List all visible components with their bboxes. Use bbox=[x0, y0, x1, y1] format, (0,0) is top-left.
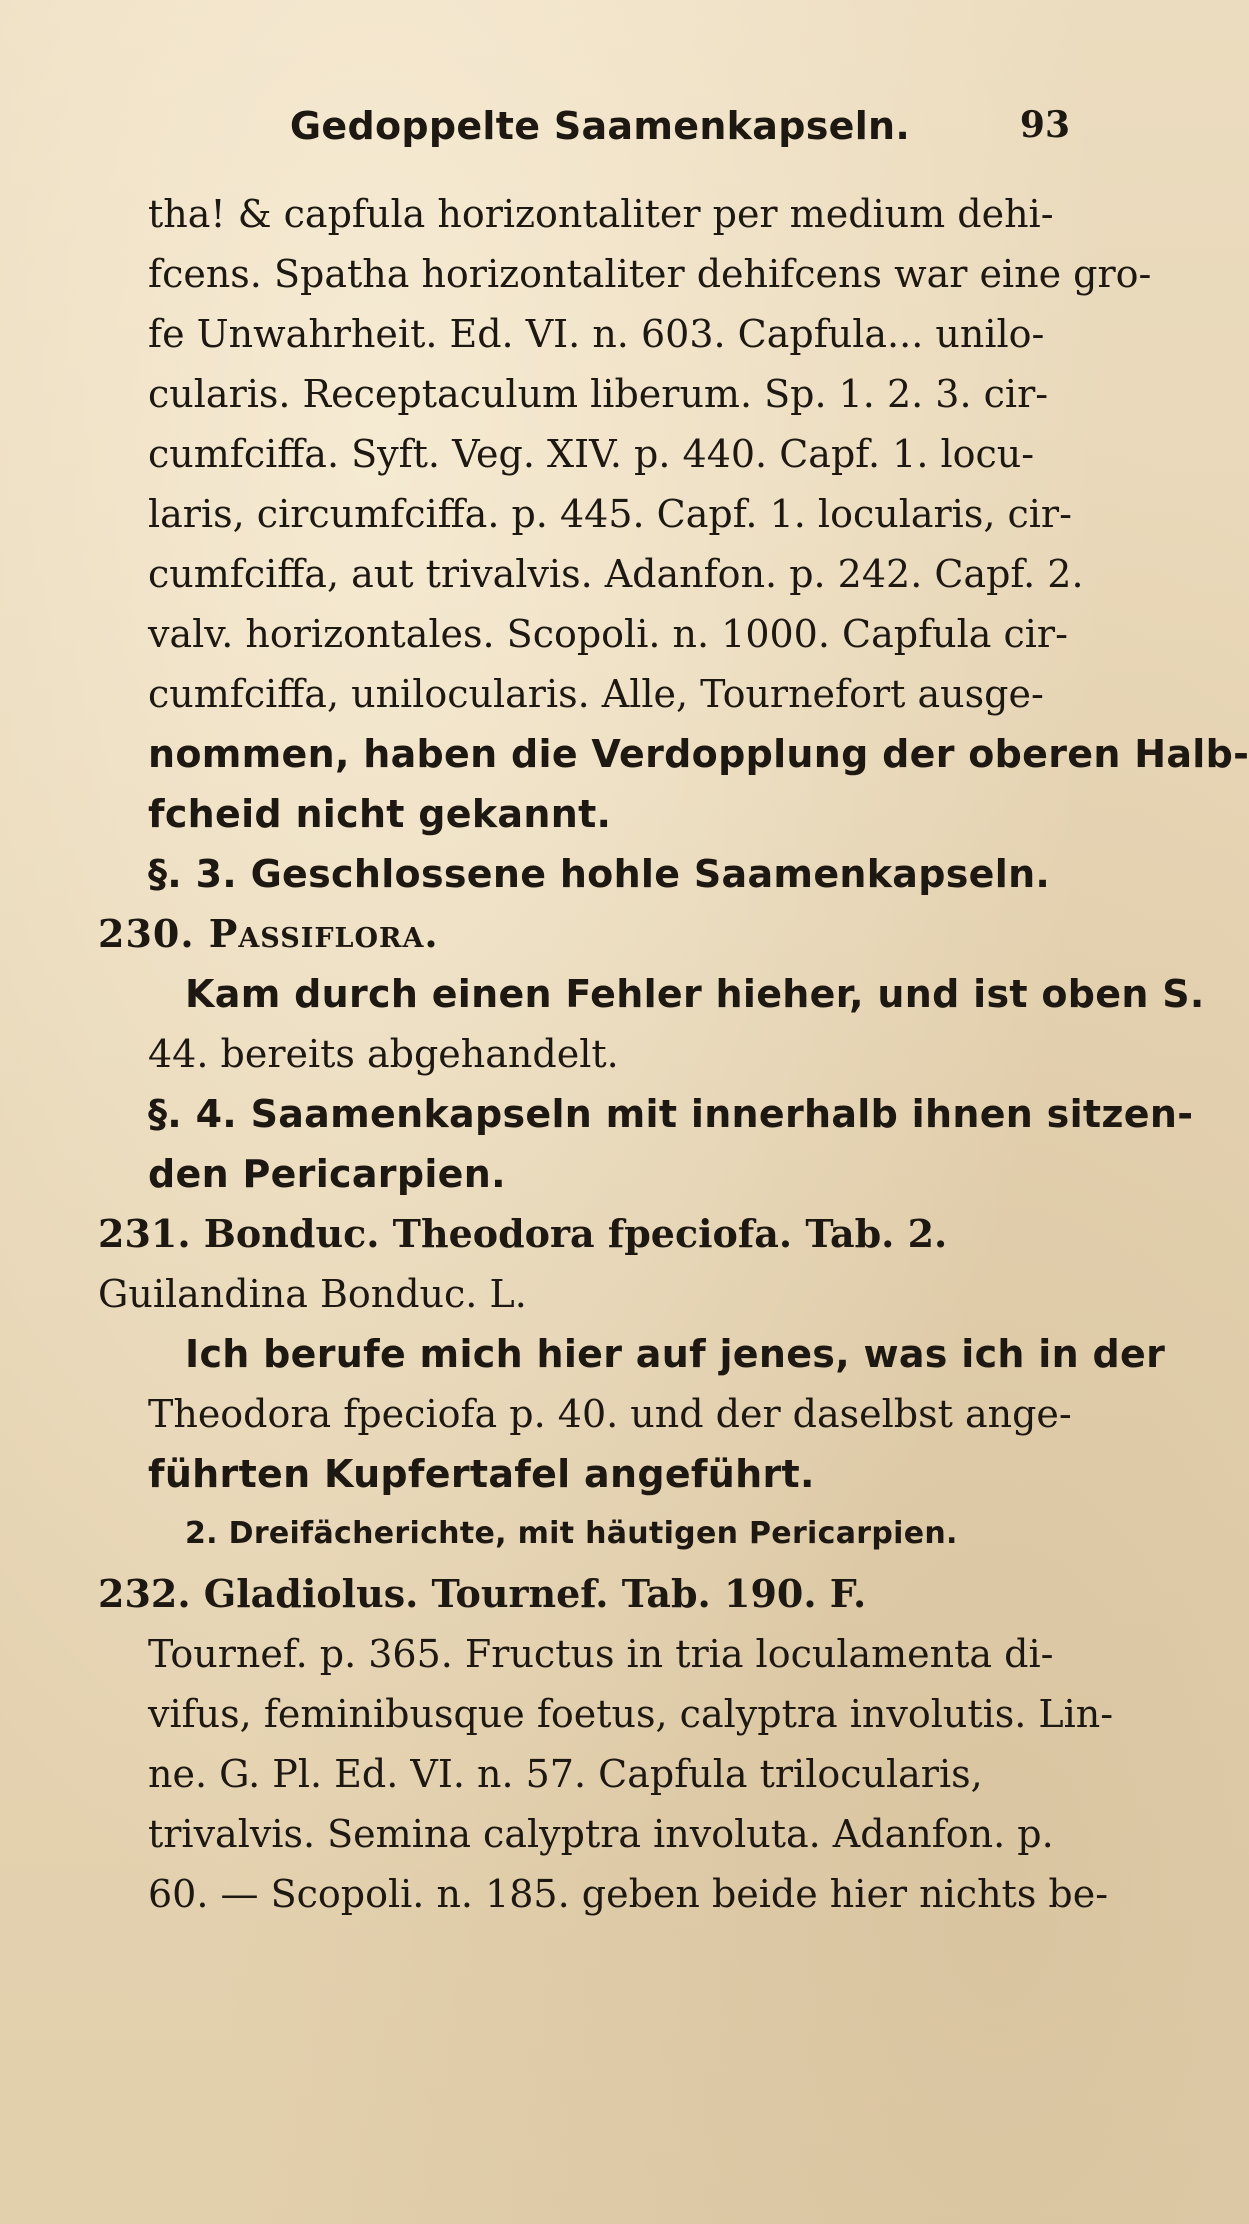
entry-heading-231: 231. Bonduc. Theodora fpeciofa. Tab. 2. bbox=[98, 1211, 948, 1256]
text-line-29: 60. — Scopoli. n. 185. geben beide hier nichts be- bbox=[148, 1872, 1109, 1916]
subsection-heading-2: 2. Dreifächerichte, mit häutigen Pericarpien. bbox=[185, 1516, 958, 1551]
text-line-28: trivalvis. Semina calyptra involuta. Adanfon. p. bbox=[148, 1812, 1054, 1856]
text-line-17: den Pericarpien. bbox=[148, 1152, 506, 1196]
page-number: 93 bbox=[1019, 104, 1070, 146]
text-line-2: fcens. Spatha horizontaliter dehifcens war eine gro- bbox=[148, 252, 1152, 296]
text-line-4: cularis. Receptaculum liberum. Sp. 1. 2. 3. cir- bbox=[148, 372, 1049, 416]
text-line-5: cumfciffa. Syft. Veg. XIV. p. 440. Capf. 1. locu- bbox=[148, 432, 1035, 476]
page-header bbox=[130, 96, 1070, 156]
text-line-22: führten Kupfertafel angeführt. bbox=[148, 1452, 815, 1496]
text-line-7: cumfciffa, aut trivalvis. Adanfon. p. 242. Capf. 2. bbox=[148, 552, 1084, 596]
text-line-15: 44. bereits abgehandelt. bbox=[148, 1032, 619, 1076]
entry-heading-230: 230. Passiflora. bbox=[98, 911, 439, 956]
running-head: Gedoppelte Saamenkapseln. bbox=[289, 104, 911, 148]
text-line-10: nommen, haben die Verdopplung der oberen Halb- bbox=[148, 732, 1249, 776]
section-heading-3: §. 3. Geschlossene hohle Saamenkapseln. bbox=[148, 852, 1051, 896]
text-line-3: fe Unwahrheit. Ed. VI. n. 603. Capfula... unilo- bbox=[148, 312, 1045, 356]
text-line-14: Kam durch einen Fehler hieher, und ist oben S. bbox=[185, 972, 1205, 1016]
text-line-25: Tournef. p. 365. Fructus in tria loculamenta di- bbox=[148, 1632, 1054, 1676]
text-line-8: valv. horizontales. Scopoli. n. 1000. Capfula cir- bbox=[148, 612, 1068, 656]
text-line-6: laris, circumfciffa. p. 445. Capf. 1. locularis, cir- bbox=[148, 492, 1072, 536]
text-line-21: Theodora fpeciofa p. 40. und der daselbst ange- bbox=[148, 1392, 1072, 1436]
text-line-9: cumfciffa, unilocularis. Alle, Tournefort ausge- bbox=[148, 672, 1044, 716]
text-line-20: Ich berufe mich hier auf jenes, was ich in der bbox=[185, 1332, 1166, 1376]
text-line-11: fcheid nicht gekannt. bbox=[148, 792, 612, 836]
text-line-19: Guilandina Bonduc. L. bbox=[98, 1272, 527, 1316]
section-heading-4: §. 4. Saamenkapseln mit innerhalb ihnen sitzen- bbox=[148, 1092, 1194, 1136]
text-line-26: vifus, feminibusque foetus, calyptra involutis. Lin- bbox=[148, 1692, 1114, 1736]
text-line-27: ne. G. Pl. Ed. VI. n. 57. Capfula trilocularis, bbox=[148, 1752, 983, 1796]
entry-heading-232: 232. Gladiolus. Tournef. Tab. 190. F. bbox=[98, 1571, 867, 1616]
text-line-1: tha! & capfula horizontaliter per medium dehi- bbox=[148, 192, 1054, 236]
